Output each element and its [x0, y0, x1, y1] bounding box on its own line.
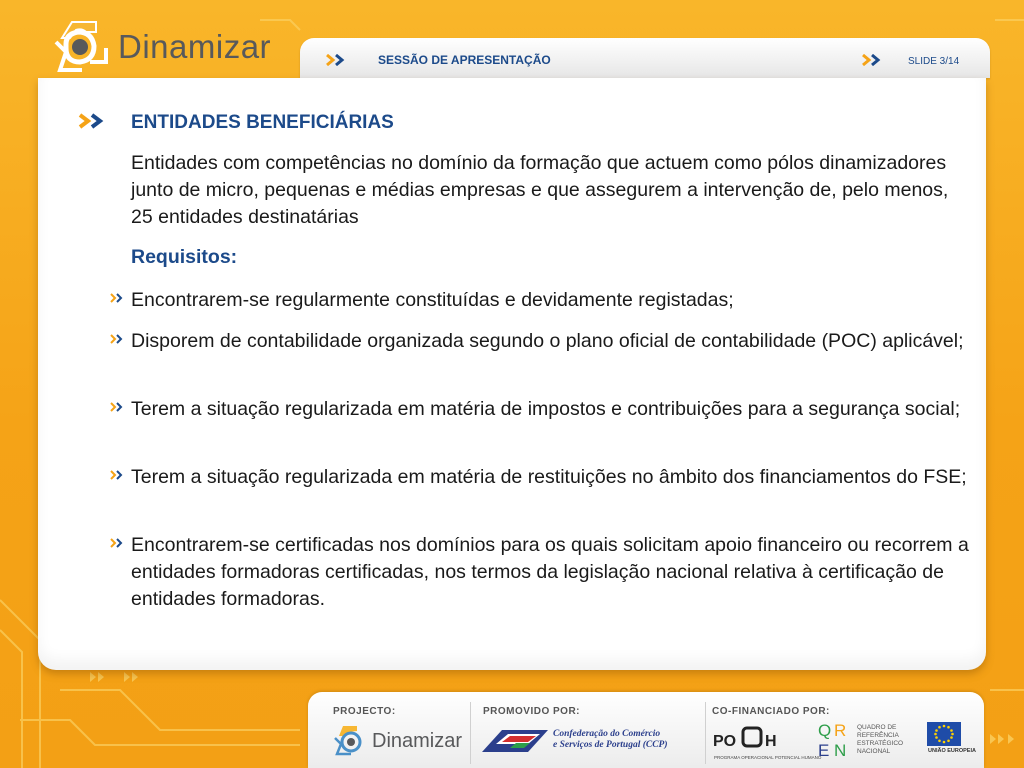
section-chevron-icon — [78, 113, 108, 129]
svg-text:PO: PO — [713, 733, 737, 750]
footer-project-name: Dinamizar — [372, 730, 463, 752]
chevron-double-icon — [326, 54, 348, 66]
slide-number: SLIDE 3/14 — [908, 56, 960, 67]
svg-text:Q: Q — [818, 721, 832, 740]
footer-divider — [470, 702, 471, 764]
poph-subtitle: PROGRAMA OPERACIONAL POTENCIAL HUMANO — [714, 755, 822, 760]
requirement-item: Disporem de contabilidade organizada segundo o plano oficial de contabilidade (POC) aplicável; — [131, 330, 964, 352]
svg-text:E: E — [818, 741, 830, 760]
poph-logo-icon — [713, 726, 789, 754]
ccp-name: Confederação do Comércio e Serviços de Portugal (CCP) — [553, 729, 668, 750]
bullet-chevron-icon — [110, 334, 128, 344]
section-heading: ENTIDADES BENEFICIÁRIAS — [131, 112, 394, 133]
bullet-chevron-icon — [110, 538, 128, 548]
project-label: PROJECTO: — [333, 706, 396, 717]
brand-name: Dinamizar — [118, 28, 272, 65]
ccp-logo-icon — [480, 726, 550, 754]
session-title: SESSÃO DE APRESENTAÇÃO — [378, 53, 551, 67]
svg-text:H: H — [765, 733, 777, 750]
footer-divider — [705, 702, 706, 764]
requirements-title: Requisitos: — [131, 246, 238, 268]
bullet-chevron-icon — [110, 402, 128, 412]
chevron-double-icon — [862, 54, 884, 66]
requirement-item: Encontrarem-se certificadas nos domínios para os quais solicitam apoio financeiro ou recorrem a entidades formadoras certificadas, nos termos da legislação nacional relativa à certificação de entidades formadoras. — [131, 534, 969, 610]
bullet-chevron-icon — [110, 293, 128, 303]
intro-paragraph: Entidades com competências no domínio da formação que actuem como pólos dinamizadores junto de micro, pequenas e médias empresas e que assegurem a intervenção de, pelo menos, 25 entidades destinatárias — [131, 152, 949, 228]
svg-text:R: R — [834, 721, 847, 740]
bullet-chevron-icon — [110, 470, 128, 480]
requirement-item: Encontrarem-se regularmente constituídas e devidamente registadas; — [131, 289, 734, 311]
dinamizar-logo-icon — [333, 724, 369, 756]
svg-text:N: N — [834, 741, 847, 760]
qren-name: QUADRO DE REFERÊNCIA ESTRATÉGICO NACIONAL — [857, 724, 904, 755]
cofinanced-label: CO-FINANCIADO POR: — [712, 706, 830, 717]
qren-logo-icon — [818, 720, 854, 760]
requirement-item: Terem a situação regularizada em matéria de restituições no âmbito dos financiamentos do FSE; — [131, 466, 967, 488]
eu-flag-icon — [927, 722, 961, 746]
eu-label: UNIÃO EUROPEIA — [928, 748, 976, 754]
requirement-item: Terem a situação regularizada em matéria de impostos e contribuições para a segurança social; — [131, 398, 961, 420]
promoted-label: PROMOVIDO POR: — [483, 706, 581, 717]
